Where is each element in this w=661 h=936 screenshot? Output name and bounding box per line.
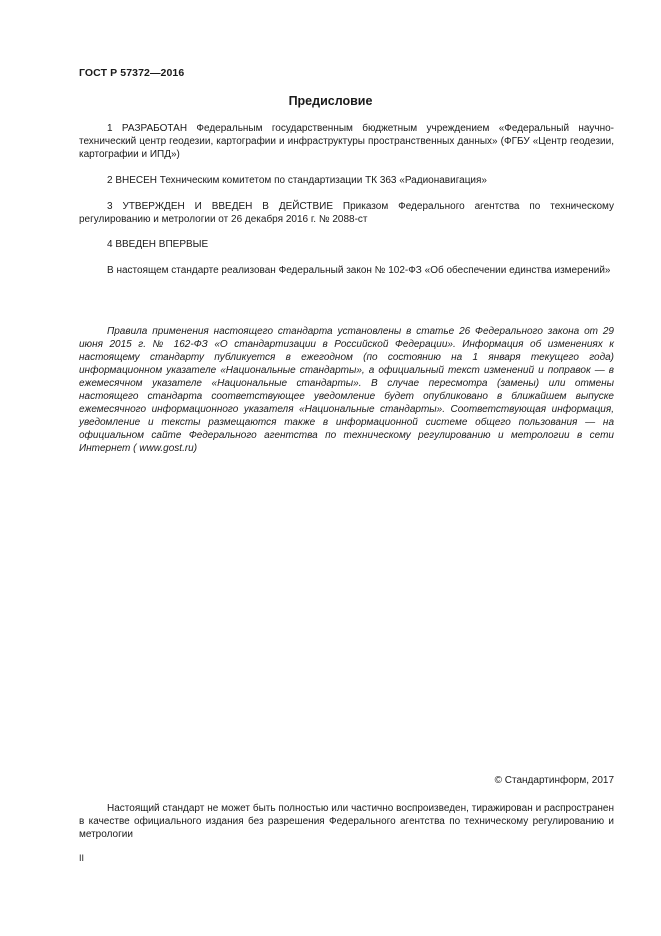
copyright-line: © Стандартинформ, 2017 xyxy=(494,775,614,786)
paragraph-approved: 3 УТВЕРЖДЕН И ВВЕДЕН В ДЕЙСТВИЕ Приказом Федерального агентства по техническому регулированию и метрологии от 26 декабря 2016 г. № 2088-ст xyxy=(79,201,614,225)
page-number: II xyxy=(79,853,85,863)
paragraph-first-introduced: 4 ВВЕДЕН ВПЕРВЫЕ xyxy=(107,239,209,250)
paragraph-developed-by: 1 РАЗРАБОТАН Федеральным государственным бюджетным учреждением «Федеральный научно-технический центр геодезии, картографии и инфраструктуры пространственных данных» (ФГБУ «Центр геодезии, картографии и ИПД») xyxy=(79,123,614,160)
reproduction-notice: Настоящий стандарт не может быть полностью или частично воспроизведен, тиражирован и распространен в качестве официального издания без разрешения Федерального агентства по техническому регулированию и метрологии xyxy=(79,803,614,840)
paragraph-federal-law: В настоящем стандарте реализован Федеральный закон № 102-ФЗ «Об обеспечении единства измерений» xyxy=(107,265,611,276)
standard-code: ГОСТ Р 57372—2016 xyxy=(79,67,185,79)
section-title: Предисловие xyxy=(288,94,373,108)
application-rules-notice: Правила применения настоящего стандарта установлены в статье 26 Федерального закона от 29 июня 2015 г. № 162-ФЗ «О стандартизации в Российской Федерации». Информация об изменениях к настоящему стандарту публикуется в ежегодном (по состоянию на 1 января текущего года) информационном указателе «Национальные стандарты», а официальный текст изменений и поправок — в ежемесячном указателе «Национальные стандарты». В случае пересмотра (замены) или отмены настоящего стандарта соответствующее уведомление будет опубликовано в ближайшем выпуске ежемесячного информационного указателя «Национальные стандарты». Соответствующая информация, уведомление и тексты размещаются также в информационной системе общего пользования — на официальном сайте Федерального агентства по техническому регулированию и метрологии в сети Интернет ( www.gost.ru) xyxy=(79,326,614,454)
paragraph-introduced-by: 2 ВНЕСЕН Техническим комитетом по стандартизации ТК 363 «Радионавигация» xyxy=(107,175,487,186)
